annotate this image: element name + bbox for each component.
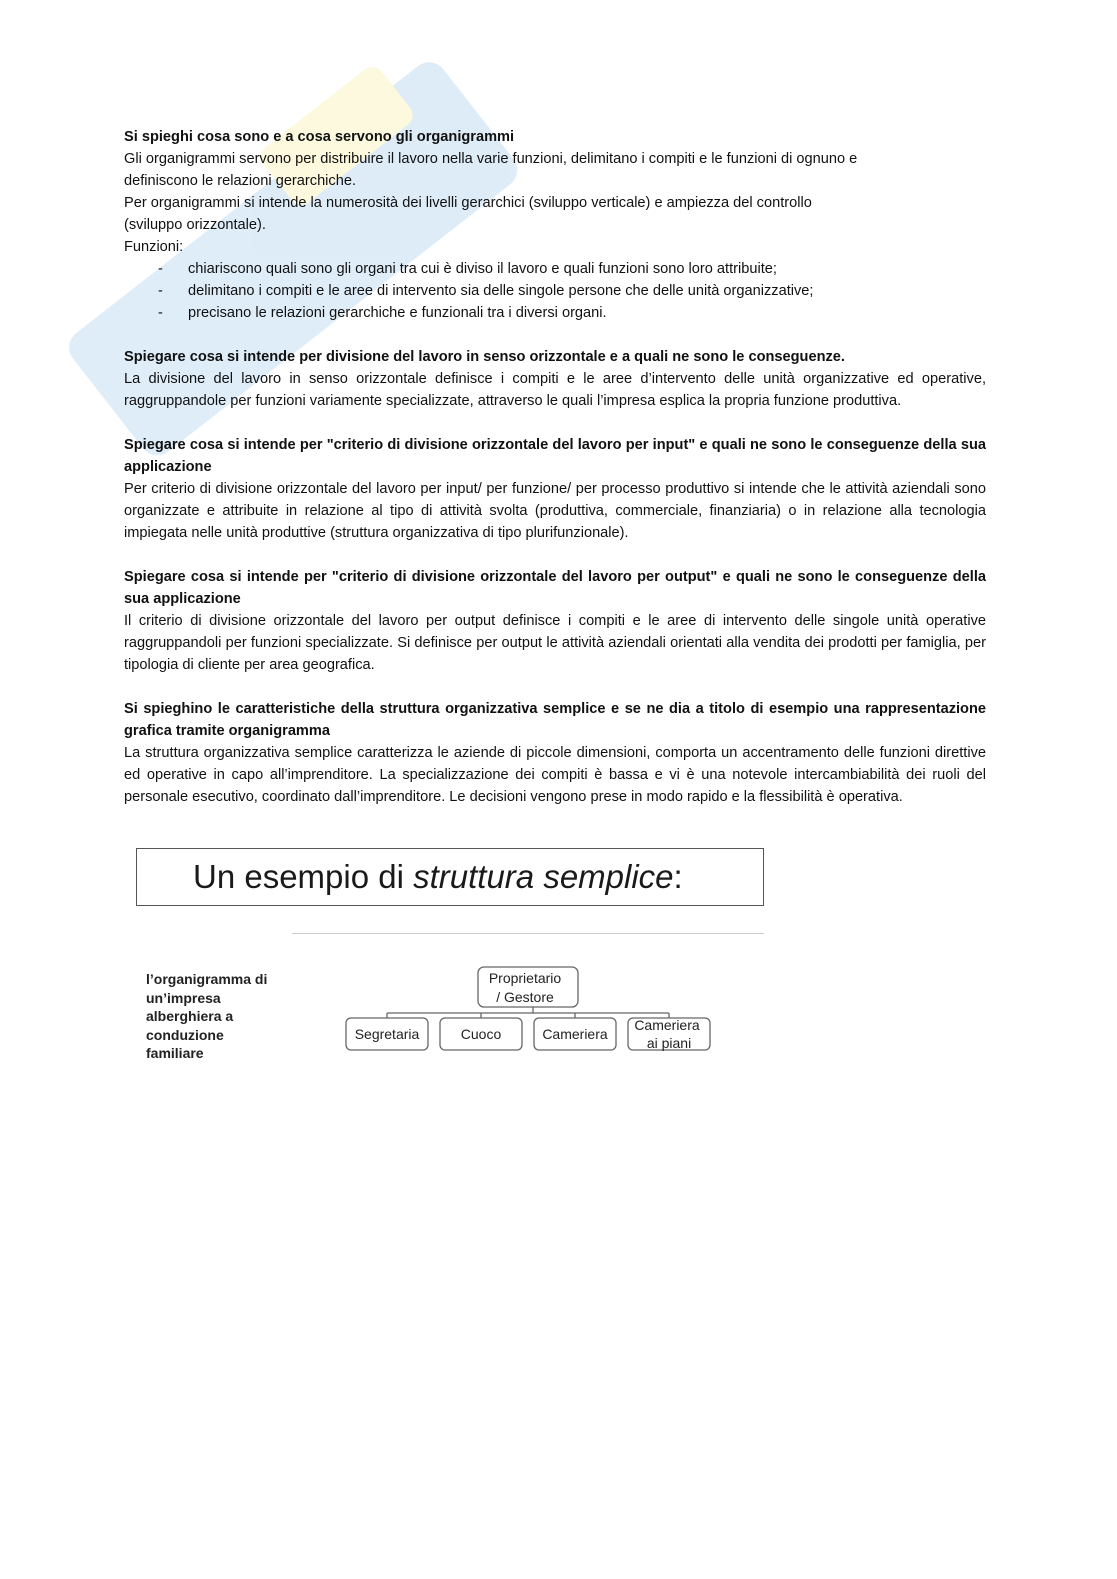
- section-4-answer: Il criterio di divisione orizzontale del lavoro per output definisce i compiti e le aree di intervento delle singole unità operative raggruppandoli per funzioni specializzate. Si definisce per output le attività aziendali orientati alla vendita dei prodotti per famiglia, per tipologia di cliente per area geografica.: [124, 613, 986, 673]
- org-root-label-1: Proprietario: [488, 970, 562, 986]
- section-2-answer: La divisione del lavoro in senso orizzontale definisce i compiti e le aree d’intervento delle unità organizzative ed operative, raggruppandole per funzioni variamente specializzate, attraverso le quali l’impresa esplica la propria funzione produttiva.: [124, 371, 986, 409]
- org-child-label: Segretaria: [354, 1026, 420, 1042]
- figure-divider: [292, 933, 764, 934]
- list-item: - chiariscono quali sono gli organi tra cui è diviso il lavoro e quali funzioni sono loro attribuite;: [158, 261, 777, 277]
- document-body: [124, 126, 986, 808]
- org-child-label: Cuoco: [460, 1026, 502, 1042]
- section-5-question: Si spieghino le caratteristiche della struttura organizzativa semplice e se ne dia a titolo di esempio una rappresentazione grafica tramite organigramma: [124, 701, 986, 739]
- section-1-question: Si spieghi cosa sono e a cosa servono gli organigrammi: [124, 129, 515, 145]
- org-child-label: ai piani: [646, 1035, 692, 1051]
- org-root-label-2: / Gestore: [496, 989, 554, 1005]
- section-1-line: definiscono le relazioni gerarchiche.: [124, 173, 357, 189]
- org-chart: [330, 955, 730, 1065]
- section-3-answer: Per criterio di divisione orizzontale del lavoro per input/ per funzione/ per processo produttivo si intende che le attività aziendali sono organizzate e attribuite in relazione al tipo di attività svolta (produttiva, commerciale, finanziaria) o in relazione alla tecnologia impiegata nelle unità produttive (struttura organizzativa di tipo plurifunzionale).: [124, 481, 986, 541]
- section-5-answer: La struttura organizzativa semplice caratterizza le aziende di piccole dimensioni, comporta un accentramento delle funzioni direttive ed operative in capo all’imprenditore. La specializzazione dei compiti è bassa e vi è una notevole intercambiabilità dei ruoli del personale esecutivo, coordinato dall’imprenditore. Le decisioni vengono prese in modo rapido e la flessibilità è operativa.: [124, 745, 986, 805]
- section-1-line: Funzioni:: [124, 239, 184, 255]
- section-3-question: Spiegare cosa si intende per "criterio di divisione orizzontale del lavoro per input" e quali ne sono le conseguenze della sua applicazione: [124, 437, 986, 475]
- section-1-line: Gli organigrammi servono per distribuire il lavoro nella varie funzioni, delimitano i compiti e le funzioni di ognuno e: [124, 151, 858, 167]
- list-item: - delimitano i compiti e le aree di intervento sia delle singole persone che delle unità organizzative;: [158, 283, 814, 299]
- functions-list: [124, 258, 986, 324]
- org-child-label: Cameriera: [634, 1017, 700, 1033]
- list-item: - precisano le relazioni gerarchiche e funzionali tra i diversi organi.: [158, 305, 607, 321]
- section-1-line: (sviluppo orizzontale).: [124, 217, 266, 233]
- section-4-question: Spiegare cosa si intende per "criterio di divisione orizzontale del lavoro per output" e quali ne sono le conseguenze della sua applicazione: [124, 569, 986, 607]
- org-child-label: Cameriera: [542, 1026, 608, 1042]
- org-caption: l’organigramma di un’impresa alberghiera a conduzione familiare: [146, 971, 268, 1061]
- section-1-line: Per organigrammi si intende la numerosità dei livelli gerarchici (sviluppo verticale) e ampiezza del controllo: [124, 195, 812, 211]
- figure-title: Un esempio di struttura semplice:: [136, 848, 764, 906]
- section-2-question: Spiegare cosa si intende per divisione del lavoro in senso orizzontale e a quali ne sono le conseguenze.: [124, 349, 845, 365]
